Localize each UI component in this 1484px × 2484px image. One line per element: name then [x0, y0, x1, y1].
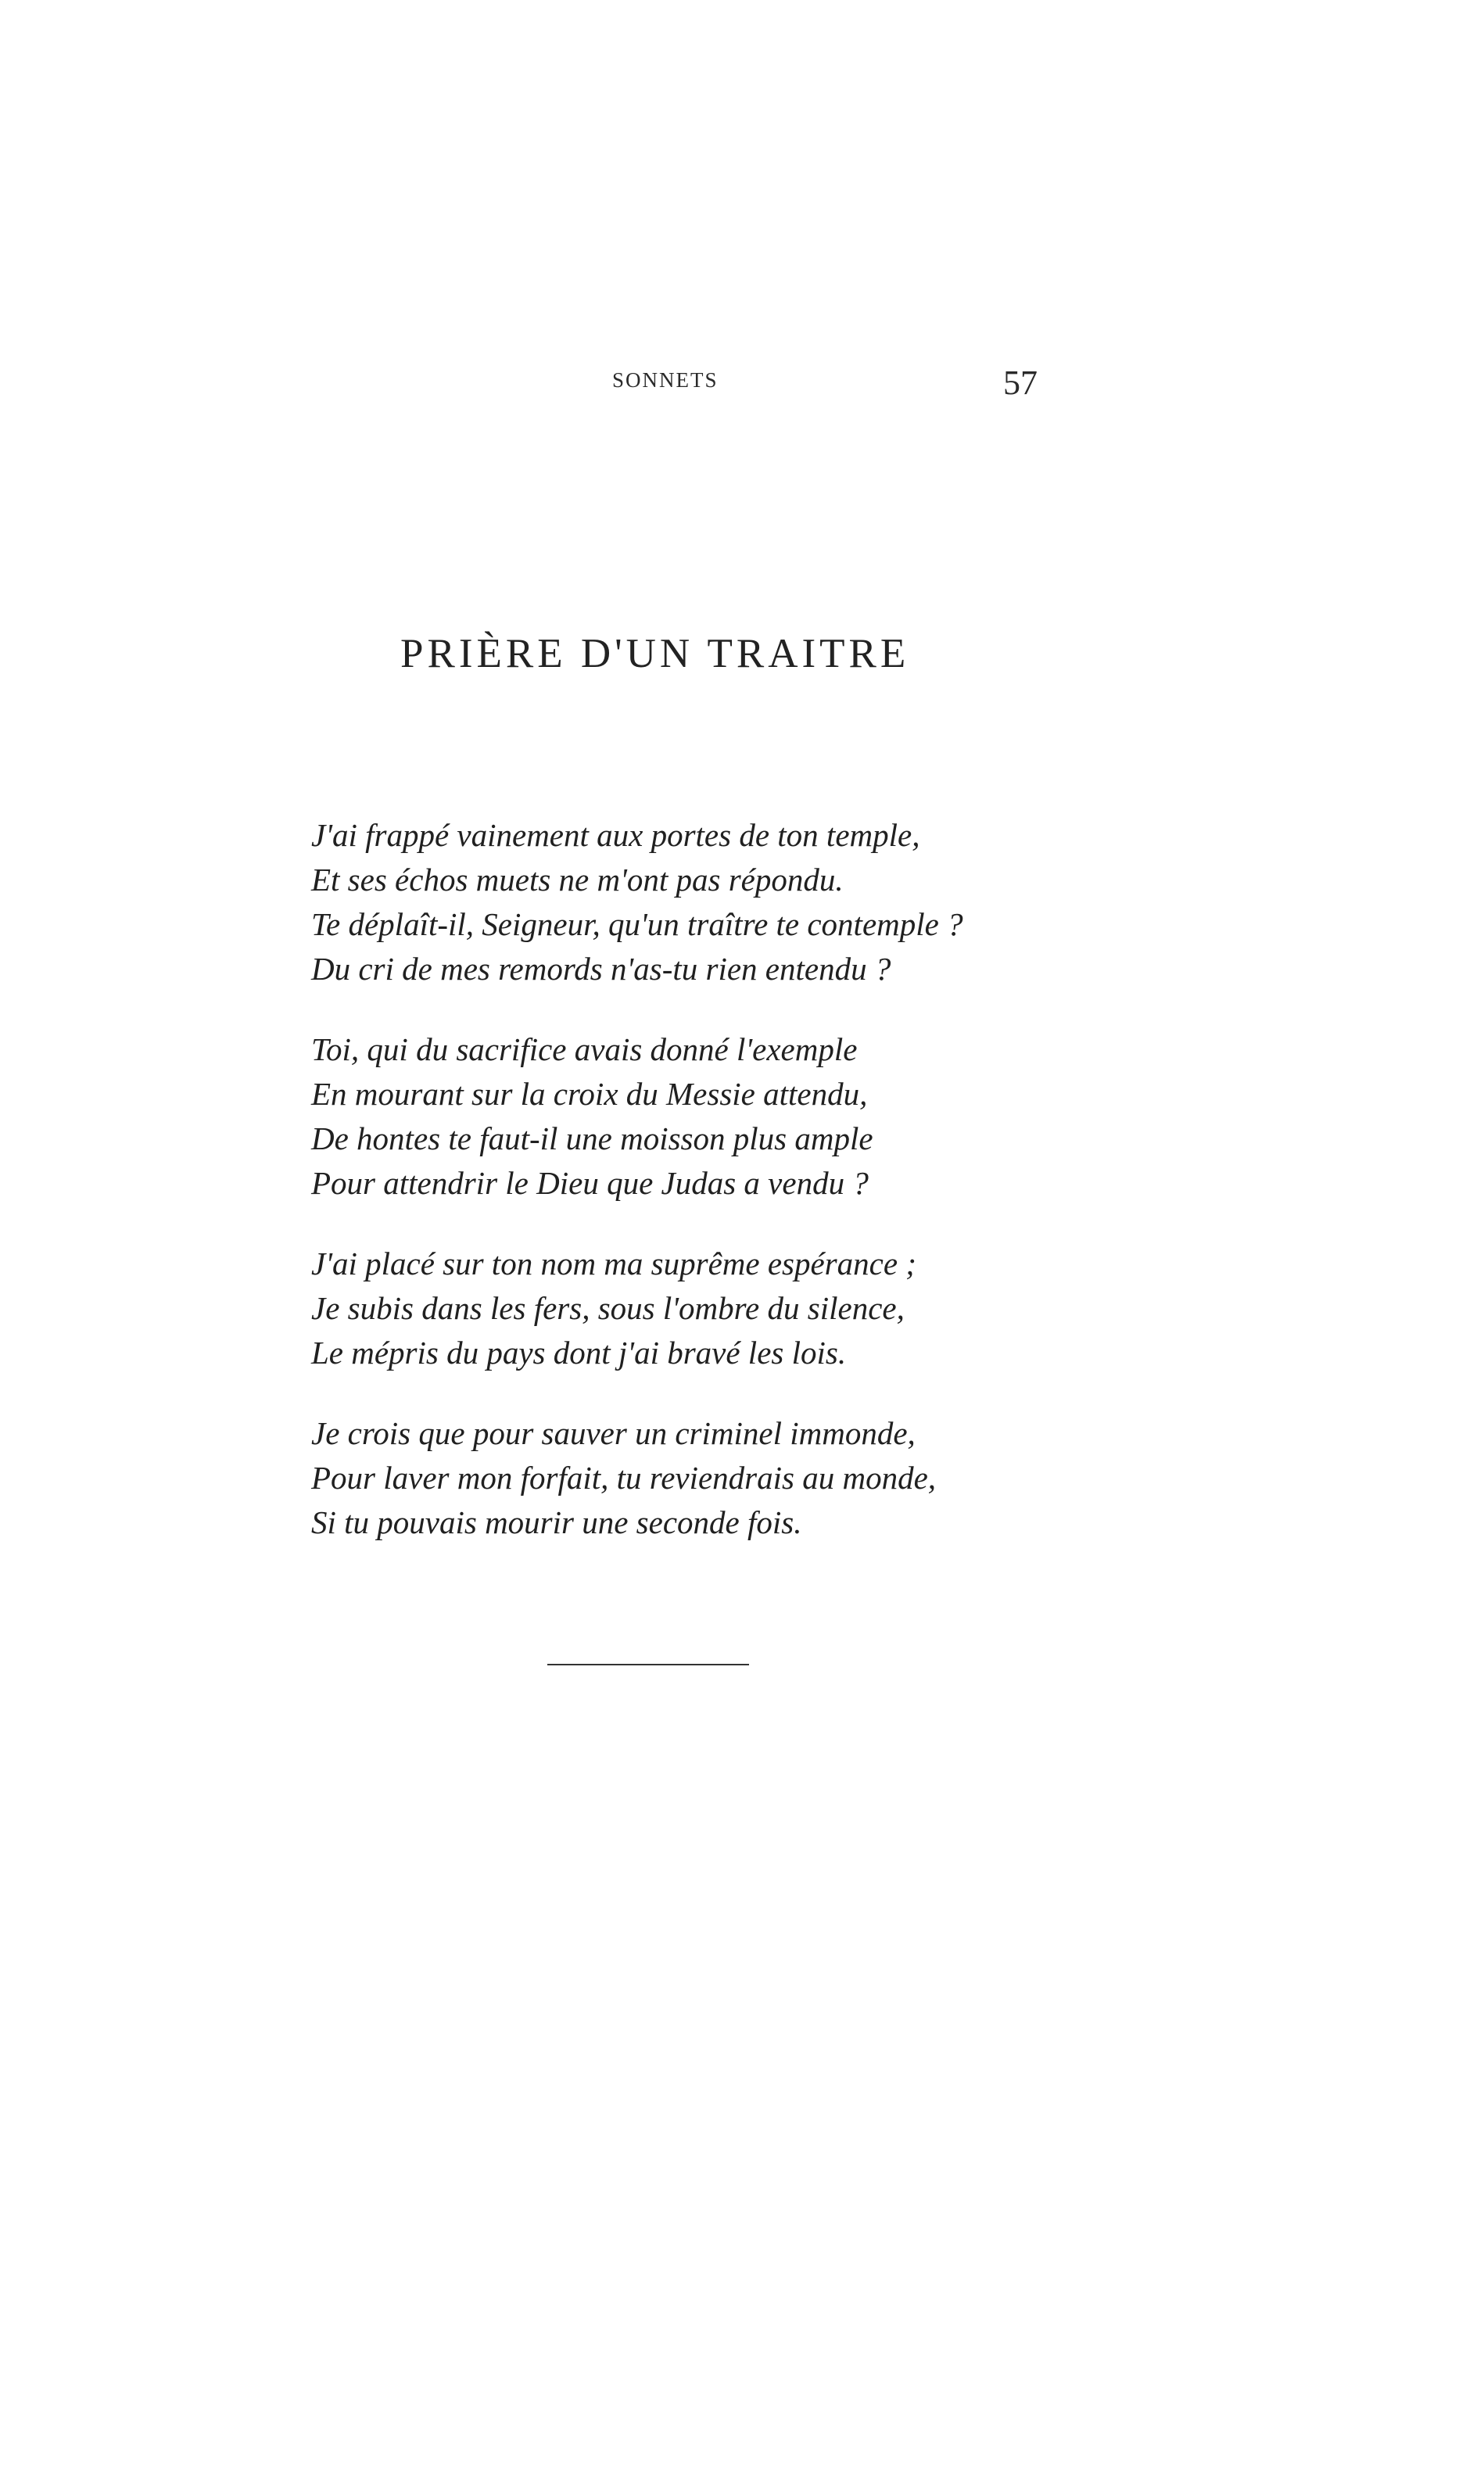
verse-line: Le mépris du pays dont j'ai bravé les lois. — [311, 1335, 847, 1371]
stanza-2 — [311, 1027, 1093, 1206]
verse-line: Si tu pouvais mourir une seconde fois. — [311, 1504, 802, 1540]
poem-title: PRIÈRE D'UN TRAITRE — [400, 631, 910, 676]
end-rule — [547, 1664, 749, 1665]
stanza-1 — [311, 813, 1093, 991]
running-head: SONNETS — [612, 368, 719, 392]
verse-line: J'ai frappé vainement aux portes de ton temple, — [311, 817, 920, 853]
verse-line: En mourant sur la croix du Messie attendu, — [311, 1076, 868, 1112]
verse-line: Je crois que pour sauver un criminel immonde, — [311, 1415, 916, 1451]
verse-line: J'ai placé sur ton nom ma suprême espérance ; — [311, 1246, 916, 1281]
poem-body — [311, 813, 1093, 1581]
stanza-4 — [311, 1411, 1093, 1545]
verse-line: Pour laver mon forfait, tu reviendrais au monde, — [311, 1460, 937, 1496]
verse-line: Je subis dans les fers, sous l'ombre du silence, — [311, 1290, 905, 1326]
verse-line: De hontes te faut-il une moisson plus ample — [311, 1120, 873, 1156]
verse-line: Et ses échos muets ne m'ont pas répondu. — [311, 862, 844, 898]
verse-line: Te déplaît-il, Seigneur, qu'un traître te contemple ? — [311, 906, 963, 942]
verse-line: Pour attendrir le Dieu que Judas a vendu ? — [311, 1165, 869, 1201]
verse-line: Du cri de mes remords n'as-tu rien entendu ? — [311, 951, 891, 987]
page-number: 57 — [1003, 364, 1038, 402]
stanza-3 — [311, 1242, 1093, 1375]
verse-line: Toi, qui du sacrifice avais donné l'exemple — [311, 1031, 858, 1067]
